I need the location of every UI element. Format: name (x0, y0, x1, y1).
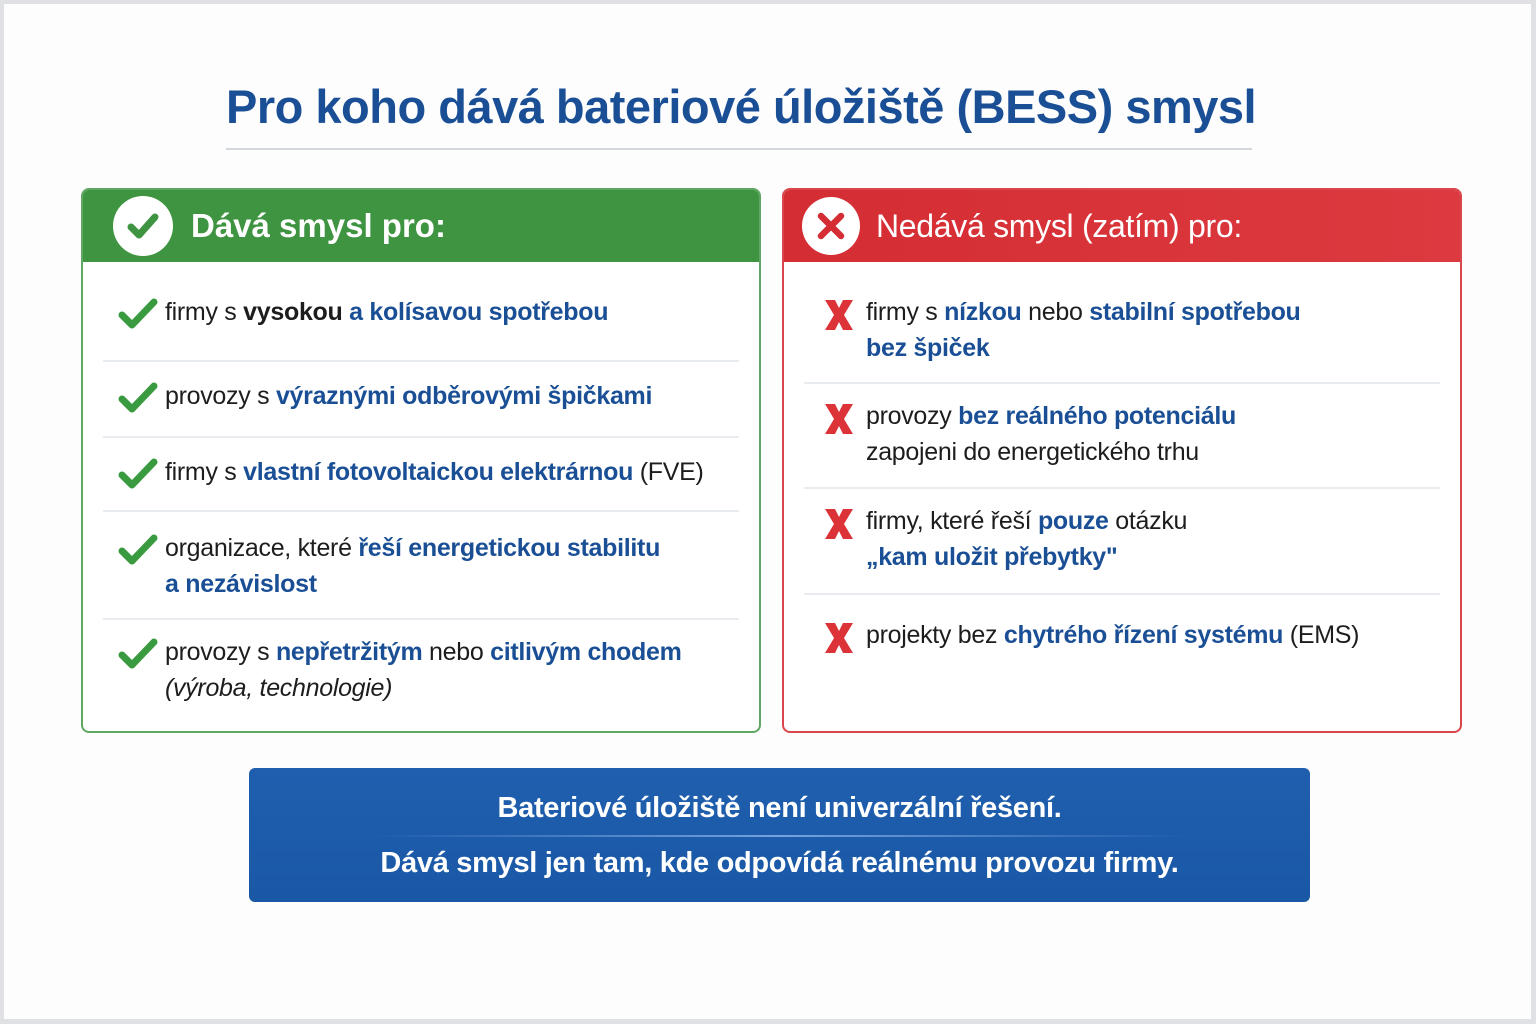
item-text (165, 530, 739, 602)
checkmark-icon (113, 378, 163, 414)
does-not-make-sense-title: Nedává smysl (zatím) pro: (876, 207, 1242, 244)
banner-line-1: Bateriové úložiště není univerzální řešení. (497, 791, 1062, 824)
text-segment: organizace, které (165, 534, 359, 562)
checkmark-icon (113, 634, 163, 670)
item-text (866, 503, 1440, 575)
text-segment: vysokou (243, 298, 343, 326)
text-segment: zapojeni do energetického trhu (866, 438, 1199, 466)
text-segment: „kam uložit přebytky" (866, 543, 1118, 571)
list-item (103, 362, 739, 438)
item-text (866, 617, 1440, 653)
list-item (103, 262, 739, 362)
text-segment: projekty bez (866, 621, 1004, 649)
item-text (866, 294, 1440, 366)
text-segment: provozy s (165, 382, 276, 410)
text-segment: chytrého řízení systému (1003, 621, 1284, 649)
banner-divider (370, 835, 1190, 837)
text-segment: a nezávislost (165, 570, 317, 598)
checkmark-icon (113, 294, 163, 330)
page-canvas (4, 4, 1531, 1019)
conclusion-banner (249, 768, 1310, 902)
list-item (103, 620, 739, 706)
list-item (804, 384, 1440, 489)
text-segment: nízkou (944, 298, 1022, 326)
text-segment: (FVE) (633, 458, 704, 486)
makes-sense-list (83, 262, 759, 706)
item-text (165, 454, 739, 490)
makes-sense-header (83, 190, 759, 262)
text-segment: (výroba, technologie) (165, 674, 393, 702)
makes-sense-card (81, 188, 761, 733)
text-segment: nepřetržitým (275, 638, 423, 666)
title-block (226, 74, 1257, 150)
text-segment: firmy s (165, 458, 244, 486)
text-segment: a kolísavou spotřebou (342, 298, 609, 326)
text-segment: bez reálného potenciálu (958, 402, 1236, 430)
text-segment: pouze (1037, 507, 1109, 535)
text-segment: otázku (1108, 507, 1188, 535)
cross-icon (814, 617, 864, 655)
text-segment: nebo (422, 638, 491, 666)
checkmark-icon (113, 530, 163, 566)
list-item (103, 438, 739, 512)
title-divider (226, 148, 1252, 150)
list-item (804, 262, 1440, 384)
text-segment: výraznými odběrovými špičkami (275, 382, 653, 410)
list-item (103, 512, 739, 620)
does-not-make-sense-header (784, 190, 1460, 262)
banner-line-2: Dává smysl jen tam, kde odpovídá reálnému provozu firmy. (380, 846, 1179, 879)
item-text (165, 378, 739, 414)
text-segment: bez špiček (866, 334, 990, 362)
cross-icon (814, 398, 864, 436)
text-segment: (EMS) (1283, 621, 1360, 649)
does-not-make-sense-card (782, 188, 1462, 733)
checkmark-icon (113, 454, 163, 490)
item-text (866, 398, 1440, 470)
text-segment: firmy, které řeší (866, 507, 1038, 535)
text-segment: stabilní spotřebou (1089, 298, 1301, 326)
list-item (804, 595, 1440, 655)
list-item (804, 489, 1440, 595)
makes-sense-title: Dává smysl pro: (191, 207, 446, 244)
text-segment: řeší energetickou stabilitu (358, 534, 661, 562)
page-title: Pro koho dává bateriové úložiště (BESS) smysl (226, 80, 1257, 133)
check-circle-icon (113, 196, 173, 256)
text-segment: citlivým chodem (490, 638, 682, 666)
text-segment: firmy s (165, 298, 244, 326)
text-segment: nebo (1021, 298, 1090, 326)
x-circle-icon (802, 197, 860, 255)
text-segment: vlastní fotovoltaickou elektrárnou (243, 458, 634, 486)
item-text (165, 634, 739, 706)
cross-icon (814, 503, 864, 541)
text-segment: firmy s (866, 298, 945, 326)
cross-icon (814, 294, 864, 332)
item-text (165, 294, 739, 330)
text-segment: provozy (866, 402, 959, 430)
text-segment: provozy s (165, 638, 276, 666)
does-not-make-sense-list (784, 262, 1460, 655)
